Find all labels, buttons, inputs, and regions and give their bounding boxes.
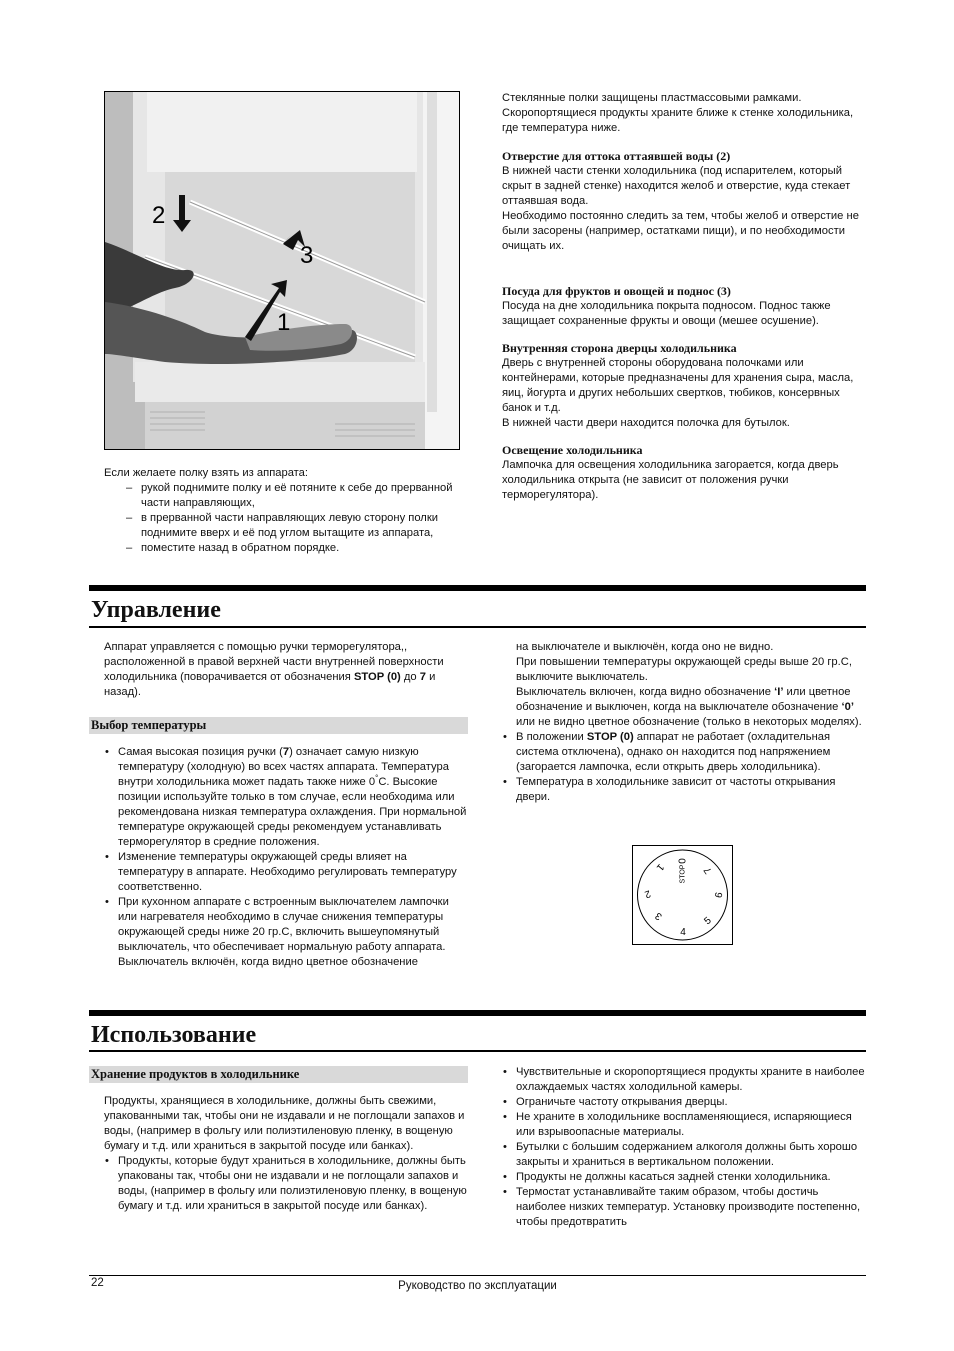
door-paragraph-2: В нижней части двери находится полочка для бутылок.: [502, 417, 790, 429]
section-rule-top: [89, 585, 866, 591]
usage-right-column: [502, 1065, 866, 1230]
photo-label-3: 3: [300, 242, 314, 269]
list-item: • Ограничьте частоту открывания дверцы.: [502, 1095, 866, 1110]
dial-zero: 0: [675, 858, 687, 864]
dial-mark-3: 3: [653, 909, 665, 922]
control-intro-text: до: [400, 671, 420, 683]
door-heading: Внутренняя сторона дверцы холодильника: [502, 341, 737, 355]
switch-text: или не видно цветное обозначение (только в некоторых моделях).: [516, 716, 862, 728]
subheading-temperature: Выбор температуры: [91, 718, 207, 732]
dial-mark-5: 5: [702, 915, 714, 928]
section-rule-top: [89, 1010, 866, 1016]
thermostat-dial: [633, 846, 732, 944]
dial-mark-2: 2: [642, 887, 652, 900]
bullet-text: аппарат не работает (охладительная система отключена), однако он находится под напряжением (загорается лампочка, если открыть дверь холодильника).: [516, 731, 831, 773]
list-item: • При кухонном аппарате с встроенным выключателем лампочки или нагревателя необходимо в случае снижения температуры окружающей среды ниже 20 гр.С, включить вышеупомянутый выключатель, что обеспечивает нормальную работу аппарата. Выключатель включён, когда видно цветное обозначение: [104, 895, 470, 970]
shelves-paragraph: Стеклянные полки защищены пластмассовыми рамками. Скоропортящиеся продукты храните ближе к стенке холодильника, где температура ниже.: [502, 92, 854, 134]
drain-paragraph-1: В нижней части стенки холодильника (под испарителем, который скрыт в задней стенке) находится желоб и отверстие, куда стекает оттаявшая вода.: [502, 165, 851, 207]
on-symbol: ‘I’: [774, 686, 784, 698]
usage-left-column: [104, 1094, 468, 1214]
list-item: • Изменение температуры окружающей среды влияет на температуру в аппарате. Необходимо регулировать температуру соответственно.: [104, 850, 470, 895]
drain-heading: Отверстие для оттока оттаявшей воды (2): [502, 149, 731, 163]
bullet-text: ) означает самую низкую температуру (холодную) во всех частях аппарата. Температура внутри холодильника может падать также ниже 0: [118, 746, 449, 788]
page-number: 22: [91, 1277, 104, 1289]
footer-rule: [89, 1275, 866, 1276]
stop-label: STOP (0): [353, 671, 401, 683]
storage-paragraph: Продукты, хранящиеся в холодильнике, должны быть свежими, упакованными так, чтобы они не издавали и не поглощали запахов и воды, (например в фольгу или полиэтиленовую пленку, в вощеную бумагу и т.д. или храниться в закрытой посуде или банках).: [104, 1095, 465, 1152]
switch-paragraph-2: При повышении температуры окружающей среды выше 20 гр.С, выключите выключатель.: [516, 656, 852, 683]
dial-mark-1: 1: [653, 861, 666, 873]
section-rule-bottom: [89, 1050, 866, 1052]
list-item: • Бутылки с большим содержанием алкоголя должны быть хорошо закрыты и храниться в вертикальном положении.: [502, 1140, 866, 1170]
photo-label-1: 1: [277, 309, 291, 336]
stop-label: STOP (0): [586, 731, 634, 743]
list-item: – в прерванной части направляющих левую сторону полки поднимите вверх и её под углом вытащите из аппарата,: [126, 511, 474, 541]
list-item: – рукой поднимите полку и её потяните к себе до прерванной части направляющих,: [126, 481, 474, 511]
footer-title: Руководство по эксплуатации: [398, 1280, 557, 1292]
dial-stop-label: STOP: [679, 864, 687, 884]
right-column-top: [502, 91, 868, 503]
tray-paragraph: Посуда на дне холодильника покрыта подносом. Поднос также защищает сохраненные фрукты и овощи (мешее осушение).: [502, 300, 831, 327]
list-item: • Продукты, которые будут храниться в холодильнике, должны быть упакованы так, чтобы они не издавали и не поглощали запахов и воды, (например в фольгу или полиэтиленовую пленку, в вощеную бумагу и т.д. или храниться в закрытой посуде или банках).: [104, 1154, 468, 1214]
refrigerator-shelf-photo: [104, 91, 460, 450]
caption-intro: Если желаете полку взять из аппарата:: [104, 467, 309, 479]
tray-heading: Посуда для фруктов и овощей и поднос (3): [502, 284, 731, 298]
list-item: • Термостат устанавливайте таким образом, чтобы достичь наиболее низких температур. Установку производите постепенно, чтобы предотвратить: [502, 1185, 866, 1230]
degree-sign: °: [375, 773, 379, 783]
shelf-removal-illustration: [105, 92, 459, 449]
bullet-text: Самая высокая позиция ручки (: [118, 746, 283, 758]
section-title-control: Управление: [91, 597, 221, 623]
list-item: [502, 730, 866, 775]
thermostat-dial-figure: [632, 845, 733, 945]
light-heading: Освещение холодильника: [502, 443, 643, 457]
seven-label: 7: [419, 671, 426, 683]
list-item: • Продукты не должны касаться задней стенки холодильника.: [502, 1170, 866, 1185]
control-left-bullets: [104, 745, 470, 970]
seven-label: 7: [282, 746, 290, 758]
light-paragraph: Лампочка для освещения холодильника загорается, когда дверь холодильника открыта (не зависит от положения ручки терморегулятора).: [502, 459, 839, 501]
control-intro-text: и назад).: [104, 671, 436, 698]
list-item: [104, 745, 470, 850]
bullet-text: В положении: [516, 731, 587, 743]
list-item: • Температура в холодильнике зависит от частоты открывания двери.: [502, 775, 866, 805]
control-intro: [104, 640, 464, 700]
switch-paragraph-3: [516, 685, 866, 730]
dial-mark-6: 6: [713, 891, 726, 899]
dial-mark-7: 7: [702, 864, 715, 876]
switch-text: Выключатель включен, когда видно обозначение: [516, 686, 775, 698]
caption-steps: [126, 481, 474, 556]
photo-label-2: 2: [152, 202, 166, 229]
switch-paragraph-1: на выключателе и выключён, когда оно не видно.: [516, 641, 774, 653]
control-right-column: [502, 640, 866, 805]
subheading-storage: Хранение продуктов в холодильнике: [91, 1067, 300, 1081]
off-symbol: ‘0’: [841, 701, 854, 713]
door-paragraph-1: Дверь с внутренней стороны оборудована полочками или контейнерами, которые предназначены для хранения сыра, масла, яиц, йогурта и других небольших свертков, тюбиков, консервных банок и т.д.: [502, 357, 854, 414]
list-item: • Чувствительные и скоропортящиеся продукты храните в наиболее охлаждаемых частях холодильной камеры.: [502, 1065, 866, 1095]
dial-mark-4: 4: [680, 927, 686, 938]
list-item: – поместите назад в обратном порядке.: [126, 541, 474, 556]
control-intro-text: Аппарат управляется с помощью ручки терморегулятора,, расположенной в правой верхней части внутренней поверхности холодильника (поворачивается от обозначения: [104, 641, 444, 683]
switch-text: или цветное обозначение и выключен, когда на выключателе обозначение: [516, 686, 851, 713]
subheading-bar: [89, 717, 468, 734]
drain-paragraph-2: Необходимо постоянно следить за тем, чтобы желоб и отверстие не были засорены (например, остатками пищи), и по необходимости очищать их.: [502, 210, 859, 252]
section-rule-bottom: [89, 626, 866, 628]
list-item: • Не храните в холодильнике воспламеняющиеся, испаряющиеся или взрывоопасные материалы.: [502, 1110, 866, 1140]
bullet-text: C. Высокие позиции используйте только в том случае, если необходима или рекомендована низкая температура охлаждения. При нормальной температуре окружающей среды рекомендуем устанавливать терморегулятор в средние положения.: [118, 776, 467, 848]
section-title-usage: Использование: [91, 1022, 257, 1048]
photo-caption: [104, 466, 474, 556]
subheading-bar: [89, 1066, 468, 1083]
